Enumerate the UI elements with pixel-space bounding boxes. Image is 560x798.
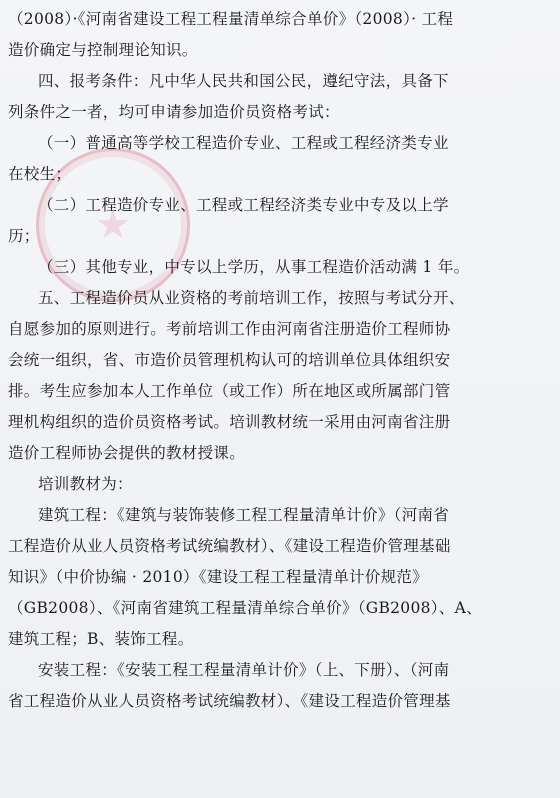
text-line: 会统一组织，省、市造价员管理机构认可的培训单位具体组织安 — [8, 351, 451, 369]
text-line: 四、报考条件：凡中华人民共和国公民，遵纪守法，具备下 — [38, 72, 449, 90]
text-line: 五、工程造价员从业资格的考前培训工作，按照与考试分开、 — [38, 289, 465, 307]
text-line: 在校生； — [8, 165, 72, 183]
text-line: （一）普通高等学校工程造价专业、工程或工程经济类专业 — [38, 134, 449, 152]
text-line: 知识》（中价协编 · 2010）《建设工程工程量清单计价规范》 — [8, 568, 429, 586]
text-line: （二）工程造价专业、工程或工程经济类专业中专及以上学 — [38, 196, 449, 214]
text-line: 造价工程师协会提供的教材授课。 — [8, 444, 246, 462]
text-line: 历； — [8, 227, 40, 245]
text-line: 自愿参加的原则进行。考前培训工作由河南省注册造价工程师协 — [8, 320, 451, 338]
text-line: 造价确定与控制理论知识。 — [8, 41, 198, 59]
text-line: 建筑工程；B、装饰工程。 — [8, 630, 194, 648]
text-line: （GB2008）、《河南省建筑工程量清单综合单价》（GB2008）、A、 — [8, 599, 482, 617]
text-line: 排。考生应参加本人工作单位（或工作）所在地区或所属部门管 — [8, 382, 451, 400]
text-line: （2008）·《河南省建设工程工程量清单综合单价》（2008）· 工程 — [8, 10, 454, 28]
text-line: 列条件之一者，均可申请参加造价员资格考试： — [8, 103, 340, 121]
text-line: 工程造价从业人员资格考试统编教材）、《建设工程造价管理基础 — [8, 537, 451, 555]
text-line: （三）其他专业，中专以上学历，从事工程造价活动满 1 年。 — [38, 258, 470, 276]
document-body — [8, 4, 556, 717]
text-line: 省工程造价从业人员资格考试统编教材）、《建设工程造价管理基 — [8, 692, 451, 710]
text-line: 培训教材为： — [38, 475, 133, 493]
text-line: 理机构组织的造价员资格考试。培训教材统一采用由河南省注册 — [8, 413, 451, 431]
text-line: 建筑工程：《建筑与装饰装修工程工程量清单计价》（河南省 — [38, 506, 450, 524]
text-line: 安装工程：《安装工程工程量清单计价》（上、下册）、（河南 — [38, 661, 450, 679]
